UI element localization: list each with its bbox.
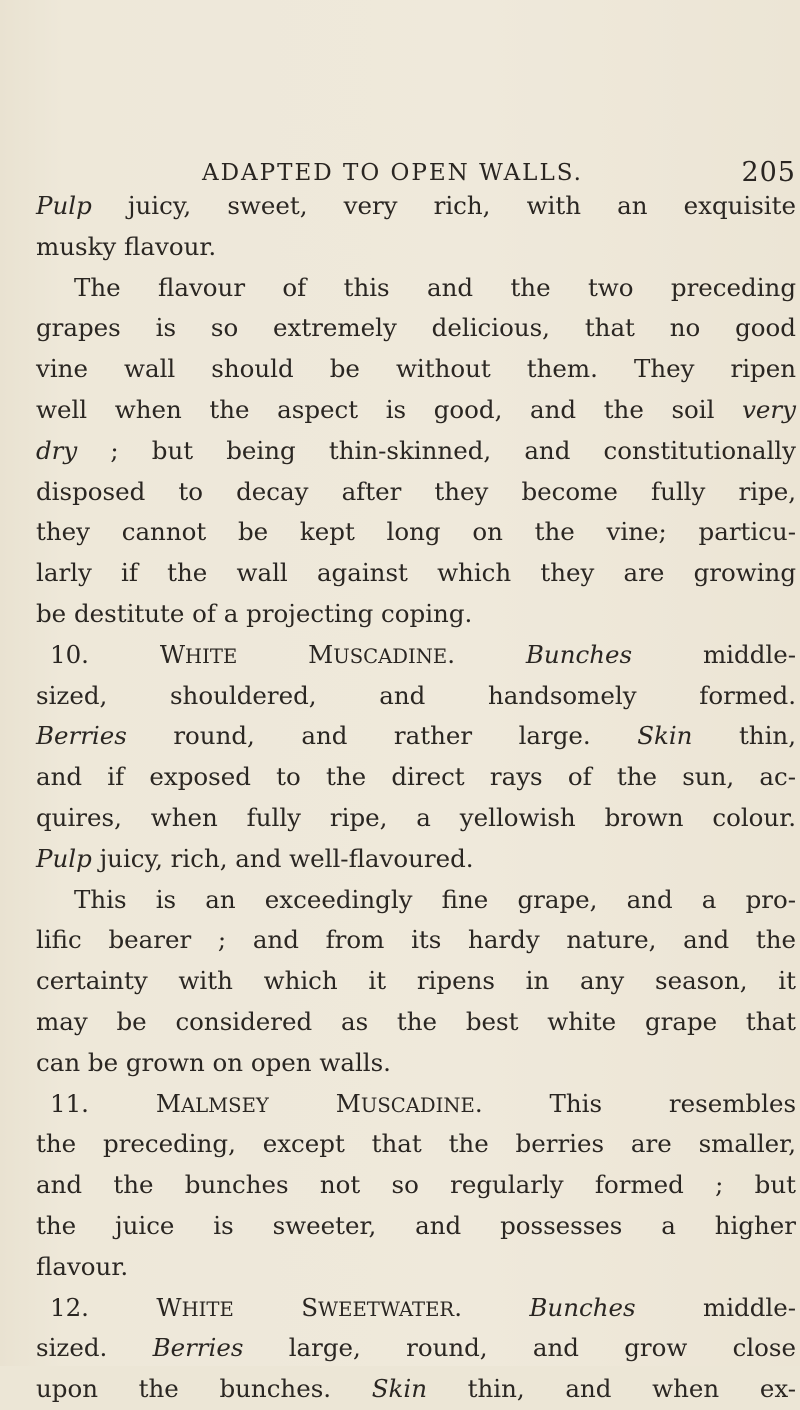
text-line: vine wall should be without them. They ripen bbox=[36, 354, 796, 384]
text-line: Pulp juicy, rich, and well-flavoured. bbox=[36, 843, 474, 873]
text-line: lific bearer ; and from its hardy nature, and the bbox=[36, 925, 796, 955]
text-line: Pulp juicy, sweet, very rich, with an exquisite bbox=[36, 191, 796, 220]
text-line: The flavour of this and the two preceding bbox=[74, 272, 796, 302]
body-text bbox=[36, 186, 796, 1410]
text-line: dry ; but being thin-skinned, and constitutionally bbox=[36, 435, 796, 465]
text-line: certainty with which it ripens in any season, it bbox=[36, 966, 796, 996]
text-line: be destitute of a projecting coping. bbox=[36, 598, 473, 628]
text-line: well when the aspect is good, and the soil very bbox=[36, 394, 796, 424]
text-line: sized, shouldered, and handsomely formed. bbox=[36, 680, 796, 710]
text-line: and the bunches not so regularly formed ; but bbox=[36, 1170, 796, 1200]
text-line: the juice is sweeter, and possesses a higher bbox=[36, 1210, 796, 1240]
text-line: This is an exceedingly fine grape, and a pro- bbox=[74, 884, 796, 914]
text-line: can be grown on open walls. bbox=[36, 1047, 391, 1077]
text-line: may be considered as the best white grape that bbox=[36, 1006, 796, 1036]
text-line: 12. WHITE SWEETWATER. Bunches middle- bbox=[50, 1292, 797, 1322]
text-line: the preceding, except that the berries are smaller, bbox=[36, 1129, 796, 1159]
text-line: 11. MALMSEY MUSCADINE. This resembles bbox=[50, 1088, 797, 1118]
text-line: quires, when fully ripe, a yellowish brown colour. bbox=[36, 802, 796, 832]
text-line: 10. WHITE MUSCADINE. Bunches middle- bbox=[50, 639, 796, 669]
text-line: and if exposed to the direct rays of the sun, ac- bbox=[36, 762, 796, 792]
text-line: upon the bunches. Skin thin, and when ex- bbox=[36, 1374, 796, 1404]
text-line: grapes is so extremely delicious, that no good bbox=[36, 313, 796, 343]
text-line: flavour. bbox=[36, 1251, 129, 1281]
text-line: musky flavour. bbox=[36, 231, 217, 261]
text-line: larly if the wall against which they are growing bbox=[36, 558, 796, 588]
text-line: sized. Berries large, round, and grow close bbox=[36, 1333, 797, 1363]
page-number: 205 bbox=[741, 157, 796, 188]
text-line: they cannot be kept long on the vine; particu- bbox=[36, 517, 796, 547]
running-title: ADAPTED TO OPEN WALLS. bbox=[202, 160, 583, 186]
text-line: Berries round, and rather large. Skin thin, bbox=[36, 721, 796, 751]
text-line: disposed to decay after they become fully ripe, bbox=[36, 476, 796, 506]
